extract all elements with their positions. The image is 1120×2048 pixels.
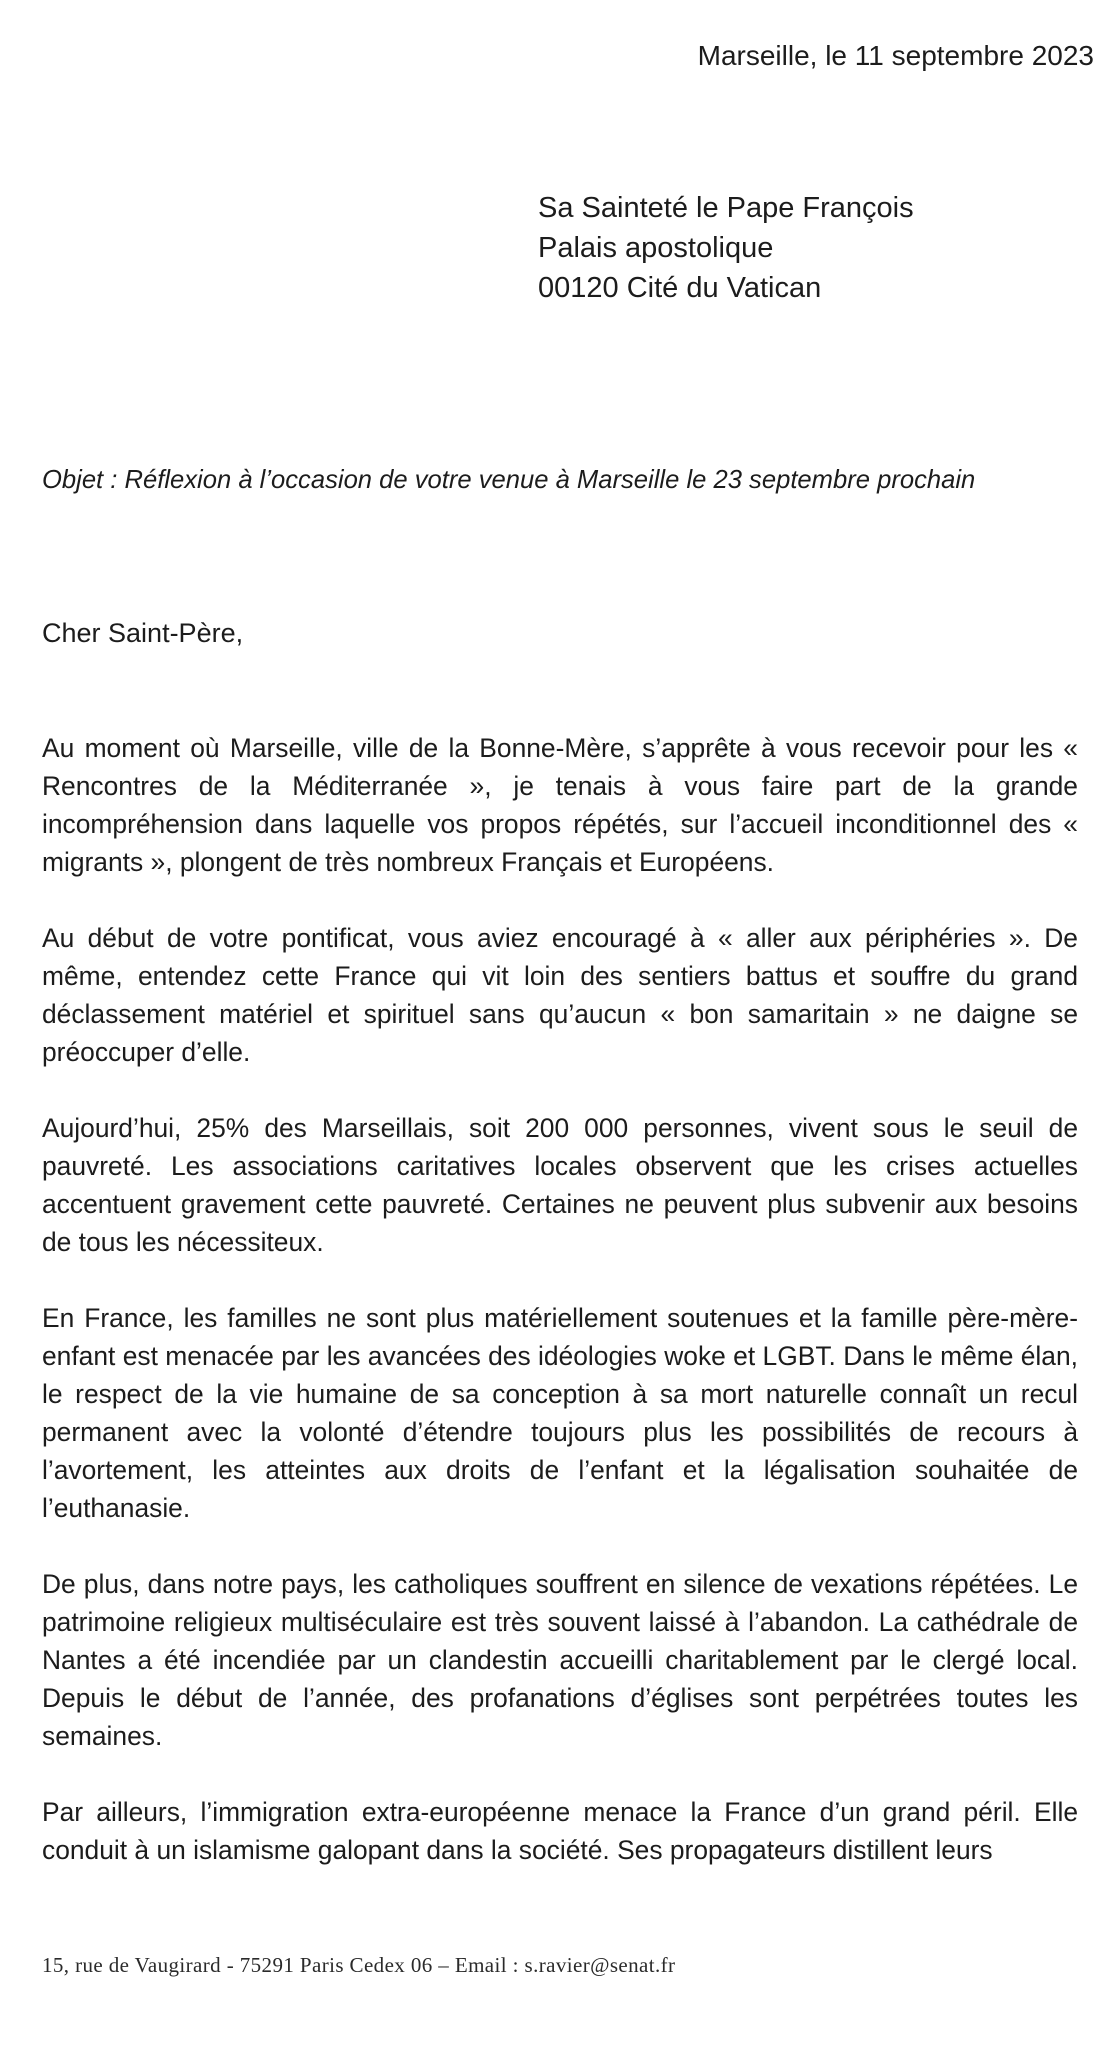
letter-date: Marseille, le 11 septembre 2023 [697, 40, 1094, 71]
body-paragraph: De plus, dans notre pays, les catholiques souffrent en silence de vexations répétées. Le patrimoine religieux multiséculaire est très souvent laissé à l’abandon. La cathédrale de Nantes a été incendiée par un clandestin accueilli charitablement par le clergé local. Depuis le début de l’année, des profanations d’églises sont perpétrées toutes les semaines. [42, 1569, 1078, 1751]
letter-body [42, 729, 1078, 1869]
recipient-block [538, 188, 914, 308]
body-paragraph: En France, les familles ne sont plus matériellement soutenues et la famille père-mère-enfant est menacée par les avancées des idéologies woke et LGBT. Dans le même élan, le respect de la vie humaine de sa conception à sa mort naturelle connaît un recul permanent avec la volonté d’étendre toujours plus les possibilités de recours à l’avortement, les atteintes aux droits de l’enfant et la légalisation souhaitée de l’euthanasie. [42, 1303, 1078, 1523]
recipient-address-line-2: 00120 Cité du Vatican [538, 272, 822, 304]
footer-address: 15, rue de Vaugirard - 75291 Paris Cedex 06 – Email : s.ravier@senat.fr [42, 1953, 676, 1977]
body-paragraph: Au moment où Marseille, ville de la Bonne-Mère, s’apprête à vous recevoir pour les « Rencontres de la Méditerranée », je tenais à vous faire part de la grande incompréhension dans laquelle vos propos répétés, sur l’accueil inconditionnel des « migrants », plongent de très nombreux Français et Européens. [42, 733, 1078, 877]
body-paragraph: Au début de votre pontificat, vous aviez encouragé à « aller aux périphéries ». De même, entendez cette France qui vit loin des sentiers battus et souffre du grand déclassement matériel et spirituel sans qu’aucun « bon samaritain » ne daigne se préoccuper d’elle. [42, 923, 1078, 1067]
letter-subject: Objet : Réflexion à l’occasion de votre venue à Marseille le 23 septembre prochain [42, 466, 976, 494]
body-paragraph: Par ailleurs, l’immigration extra-européenne menace la France d’un grand péril. Elle conduit à un islamisme galopant dans la société. Ses propagateurs distillent leurs [42, 1797, 1078, 1865]
recipient-address-line-1: Palais apostolique [538, 232, 774, 264]
recipient-name: Sa Sainteté le Pape François [538, 192, 914, 224]
letter-salutation: Cher Saint-Père, [42, 618, 244, 648]
body-paragraph: Aujourd’hui, 25% des Marseillais, soit 200 000 personnes, vivent sous le seuil de pauvreté. Les associations caritatives locales observent que les crises actuelles accentuent gravement cette pauvreté. Certaines ne peuvent plus subvenir aux besoins de tous les nécessiteux. [42, 1113, 1078, 1257]
